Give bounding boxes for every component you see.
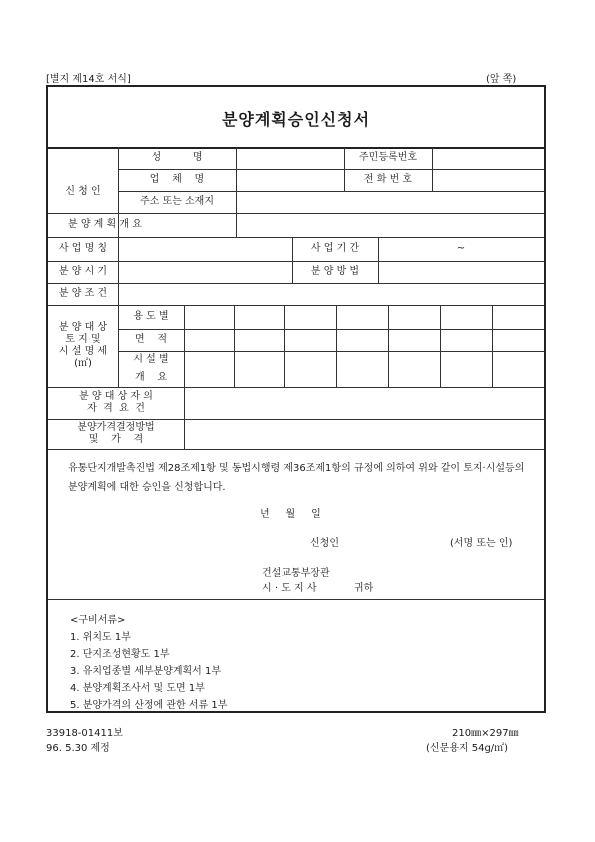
rule — [48, 599, 544, 600]
recipient-suffix: 귀하 — [354, 583, 374, 594]
project-name-label: 사 업 명 칭 — [58, 243, 108, 254]
recipient-minister: 건설교통부장관 — [262, 568, 330, 579]
paper-type: (신문용지 54g/㎡) — [426, 743, 509, 754]
application-form — [46, 85, 546, 713]
rule — [336, 305, 337, 387]
rule — [184, 305, 185, 449]
facility-overview-label — [118, 351, 184, 387]
detail-group-unit: (㎡) — [74, 358, 92, 369]
area-label: 면 적 — [134, 334, 168, 345]
rule — [48, 283, 544, 284]
rule — [234, 305, 235, 387]
rule — [492, 305, 493, 387]
sale-conditions-label: 분 양 조 건 — [58, 288, 108, 299]
enactment-date: 96. 5.30 제정 — [46, 743, 110, 754]
eligibility-label — [48, 387, 184, 419]
project-period-label: 사 업 기 간 — [310, 243, 360, 254]
document-item: 4. 분양계획조사서 및 도면 1부 — [70, 683, 205, 694]
period-separator: ~ — [456, 243, 466, 254]
rule — [432, 147, 433, 191]
facility-label-line: 개 요 — [134, 372, 168, 383]
rule — [440, 305, 441, 387]
phone-label: 전 화 번 호 — [363, 174, 413, 185]
pricing-line: 및 가 격 — [88, 434, 144, 445]
document-item: 3. 유치업종별 세부분양계획서 1부 — [70, 666, 222, 677]
rule — [48, 449, 544, 450]
detail-group-line: 시 설 명 세 — [58, 346, 108, 357]
name-label: 성 명 — [151, 152, 203, 163]
rule — [118, 237, 119, 305]
paper-size: 210㎜×297㎜ — [452, 728, 519, 739]
recipient-governor: 시 · 도 지 사 — [262, 583, 317, 594]
detail-group-line: 분 양 대 상 — [58, 322, 108, 333]
date-line: 년 월 일 — [260, 509, 321, 520]
applicant-group-label: 신 청 인 — [65, 186, 101, 197]
document-item: 2. 단지조성현황도 1부 — [70, 649, 170, 660]
sale-time-label: 분 양 시 기 — [58, 266, 108, 277]
page-side: (앞 쪽) — [486, 74, 517, 85]
pricing-line: 분양가격결정방법 — [77, 422, 155, 433]
eligibility-line: 분 양 대 상 자 의 — [79, 391, 153, 402]
sale-detail-group-label — [48, 305, 118, 387]
signer-label: 신청인 — [310, 538, 339, 549]
rule — [388, 305, 389, 387]
form-title: 분양계획승인신청서 — [221, 110, 371, 129]
company-label: 업 체 명 — [149, 174, 205, 185]
outline-header: 분 양 계 획 개 요 — [68, 219, 142, 230]
rule — [284, 305, 285, 387]
sale-method-label: 분 양 방 법 — [310, 266, 360, 277]
facility-label-line: 시 설 별 — [133, 354, 169, 365]
detail-group-line: 토 지 및 — [65, 334, 101, 345]
resident-number-label: 주민등록번호 — [359, 152, 417, 163]
form-number: [별지 제14호 서식] — [46, 74, 131, 85]
eligibility-line: 자 격 요 건 — [87, 403, 145, 414]
application-statement: 유통단지개발촉진법 제28조제1항 및 동법시행령 제36조제1항의 규정에 의하여 위와 같이 토지·시설등의 분양계획에 대한 승인을 신청합니다. — [68, 463, 525, 493]
document-item: 5. 분양가격의 산정에 관한 서류 1부 — [70, 700, 228, 711]
sign-note: (서명 또는 인) — [450, 538, 513, 549]
form-code: 33918-01411보 — [46, 728, 123, 739]
pricing-label — [48, 419, 184, 449]
by-use-label: 용 도 별 — [133, 311, 169, 322]
address-label: 주소 또는 소재지 — [140, 196, 214, 207]
required-documents — [70, 612, 227, 714]
document-item: 1. 위치도 1부 — [70, 632, 131, 643]
documents-header: <구비서류> — [70, 615, 126, 626]
